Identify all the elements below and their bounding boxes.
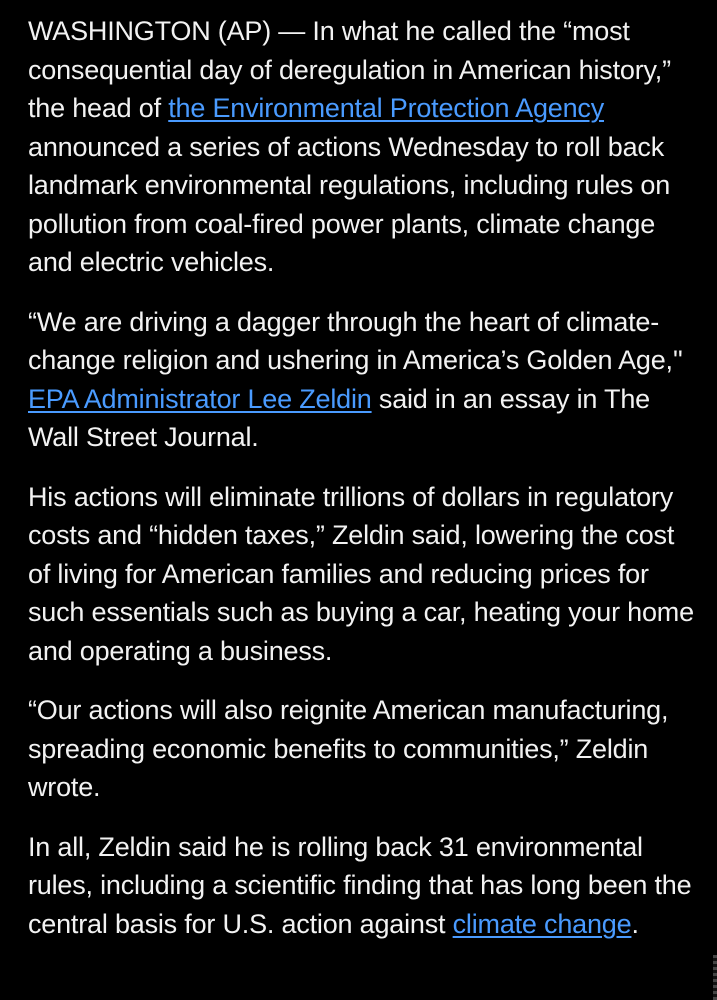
article-body xyxy=(28,12,700,964)
link-epa-administrator-lee-zeldin[interactable]: EPA Administrator Lee Zeldin xyxy=(28,383,372,414)
link-climate-change[interactable]: climate change xyxy=(452,908,632,939)
paragraph-3 xyxy=(28,478,700,671)
paragraph-3-text: His actions will eliminate trillions of dollars in regulatory costs and “hidden taxes,” Zeldin said, lowering the cost of living for American families and reducing prices for such essentials such as buying a car, heating your home and operating a business. xyxy=(28,481,694,666)
link-environmental-protection-agency[interactable]: the Environmental Protection Agency xyxy=(168,93,604,123)
paragraph-5 xyxy=(28,828,700,944)
paragraph-5-text-after: . xyxy=(631,908,639,939)
paragraph-4 xyxy=(28,691,700,807)
paragraph-1-text-before: WASHINGTON (AP) — In what he called the “most consequential day of deregulation in American history,” the head of xyxy=(28,16,671,123)
paragraph-2 xyxy=(28,303,700,457)
paragraph-2-text-after: said in an essay in The Wall Street Journal. xyxy=(28,383,650,452)
paragraph-5-text-before: In all, Zeldin said he is rolling back 31 environmental rules, including a scientific finding that has long been the central basis for U.S. action against xyxy=(28,831,692,939)
paragraph-1-text-after: announced a series of actions Wednesday to roll back landmark environmental regulations, including rules on pollution from coal-fired power plants, climate change and electric vehicles. xyxy=(28,131,671,277)
paragraph-4-text: “Our actions will also reignite American manufacturing, spreading economic benefits to communities,” Zeldin wrote. xyxy=(28,695,669,802)
paragraph-2-text-before: “We are driving a dagger through the heart of climate-change religion and ushering in America’s Golden Age,'' xyxy=(28,306,683,375)
paragraph-1 xyxy=(28,12,700,282)
scroll-edge-indicator xyxy=(713,955,717,1000)
